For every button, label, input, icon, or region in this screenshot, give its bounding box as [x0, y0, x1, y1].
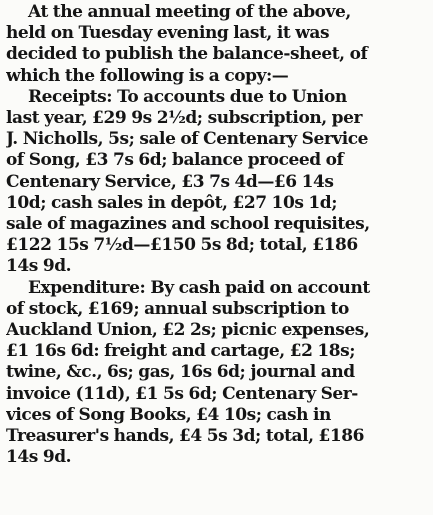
text-line: twine, &c., 6s; gas, 16s 6d; journal and: [6, 362, 355, 383]
text-line: Centenary Service, £3 7s 4d—£6 14s: [6, 171, 334, 192]
text-line: J. Nicholls, 5s; sale of Centenary Service: [6, 129, 369, 150]
text-line: invoice (11d), £1 5s 6d; Centenary Ser-: [6, 383, 358, 404]
text-line: of stock, £169; annual subscription to: [6, 298, 349, 319]
text-line: last year, £29 9s 2½d; subscription, per: [6, 108, 362, 129]
text-line: 14s 9d.: [6, 256, 72, 277]
text-line: Treasurer's hands, £4 5s 3d; total, £186: [6, 426, 365, 447]
text-line: vices of Song Books, £4 10s; cash in: [6, 404, 331, 425]
text-line: £1 16s 6d: freight and cartage, £2 18s;: [6, 341, 356, 362]
text-line: held on Tuesday evening last, it was: [6, 23, 330, 44]
text-line: Expenditure: By cash paid on account: [28, 277, 370, 298]
balance-sheet-article: [6, 2, 425, 468]
text-line: Receipts: To accounts due to Union: [28, 86, 347, 107]
expenditure-paragraph: [6, 278, 425, 469]
intro-paragraph: [6, 2, 425, 87]
text-line: sale of magazines and school requisites,: [6, 214, 370, 235]
text-line: decided to publish the balance-sheet, of: [6, 44, 368, 65]
text-line: At the annual meeting of the above,: [28, 2, 351, 22]
text-line: £122 15s 7½d—£150 5s 8d; total, £186: [6, 235, 358, 256]
text-line: 10d; cash sales in depôt, £27 10s 1d;: [6, 192, 338, 213]
text-line: which the following is a copy:—: [6, 65, 289, 86]
text-line: of Song, £3 7s 6d; balance proceed of: [6, 150, 344, 171]
receipts-paragraph: [6, 87, 425, 278]
text-line: Auckland Union, £2 2s; picnic expenses,: [6, 320, 370, 341]
text-line: 14s 9d.: [6, 447, 72, 468]
